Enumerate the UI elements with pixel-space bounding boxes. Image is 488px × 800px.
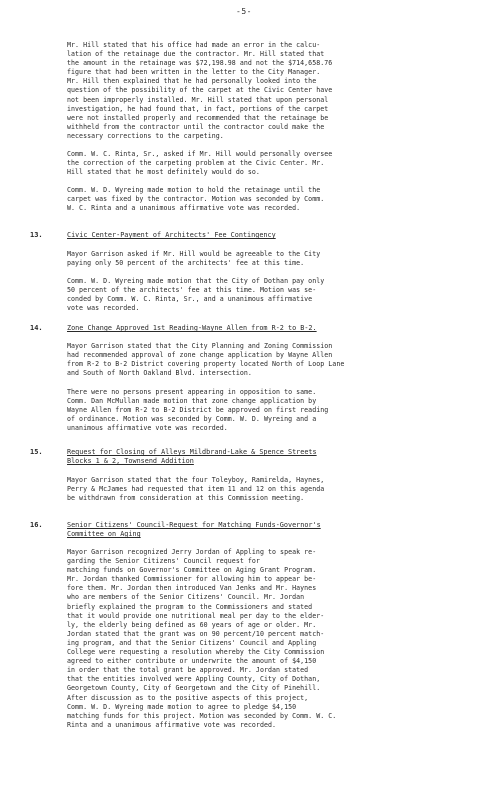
text-line: who are members of the Senior Citizens' Council. Mr. Jordan xyxy=(67,593,305,602)
text-line: Comm. W. D. Wyreing made motion that the City of Dothan pay only xyxy=(67,277,325,285)
text-line: briefly explained the program to the Commissioners and stated xyxy=(67,602,313,611)
text-line: Mayor Garrison stated that the four Toleyboy, Ramirelda, Haynes, xyxy=(67,476,325,484)
item-heading-16: Senior Citizens' Council-Request for Matching Funds-Governor's Committee on Aging xyxy=(67,521,321,538)
paragraph-senior-citizens-request xyxy=(67,548,336,730)
text-line: Georgetown County, City of Georgetown and the City of Pinehill. xyxy=(67,684,321,693)
text-line: Comm. W. D. Wyreing made motion to agree to pledge $4,150 xyxy=(67,702,297,711)
text-line: Mayor Garrison recognized Jerry Jordan of Appling to speak re- xyxy=(67,548,317,556)
text-line: garding the Senior Citizens' Council request for xyxy=(67,557,260,566)
text-line: Wayne Allen from R-2 to B-2 District be approved on first reading xyxy=(67,406,329,415)
text-line: not been improperly installed. Mr. Hill stated that upon personal xyxy=(67,95,329,104)
text-line: College were requesting a resolution whereby the City Commission xyxy=(67,648,325,657)
text-line: Perry & McJames had requested that item 11 and 12 on this agenda xyxy=(67,485,325,494)
text-line: question of the possibility of the carpet at the Civic Center have xyxy=(67,86,333,95)
text-line: from R-2 to B-2 District covering property located North of Loop Lane xyxy=(67,360,345,369)
paragraph-zone-change-motion xyxy=(67,388,328,433)
paragraph-zone-change-recommendation xyxy=(67,342,344,378)
text-line: Mayor Garrison asked if Mr. Hill would be agreeable to the City xyxy=(67,250,321,258)
text-line: paying only 50 percent of the architects' fee at this time. xyxy=(67,259,305,268)
text-line: After discussion as to the positive aspects of this project, xyxy=(67,693,309,702)
text-line: matching funds on Governor's Committee on Aging Grant Program. xyxy=(67,566,317,575)
text-line: vote was recorded. xyxy=(67,304,140,313)
paragraph-retainage-motion xyxy=(67,186,324,213)
text-line: matching funds for this project. Motion was seconded by Comm. W. C. xyxy=(67,711,337,720)
text-line: investigation, he had found that, in fact, portions of the carpet xyxy=(67,104,329,113)
text-line: Comm. Dan McMullan made motion that zone change application by xyxy=(67,397,317,406)
text-line: carpet was fixed by the contractor. Motion was seconded by Comm. xyxy=(67,195,325,204)
text-line: had recommended approval of zone change application by Wayne Allen xyxy=(67,351,333,360)
text-line: unanimous affirmative vote was recorded. xyxy=(67,424,228,433)
item-number-14: 14. xyxy=(30,324,43,332)
text-line: ing program, and that the Senior Citizens' Council and Appling xyxy=(67,638,317,647)
page-number: -5- xyxy=(236,7,252,16)
text-line: Rinta and a unanimous affirmative vote was recorded. xyxy=(67,720,277,729)
paragraph-architect-fee-motion xyxy=(67,277,324,313)
text-line: lation of the retainage due the contractor. Mr. Hill stated that xyxy=(67,50,325,59)
text-line: conded by Comm. W. C. Rinta, Sr., and a unanimous affirmative xyxy=(67,295,313,304)
text-line: W. C. Rinta and a unanimous affirmative vote was recorded. xyxy=(67,204,301,213)
text-line: that it would provide one nutritional meal per day to the elder- xyxy=(67,611,325,620)
text-line: agreed to either contribute or underwrite the amount of $4,150 xyxy=(67,657,317,666)
text-line: figure that had been written in the letter to the City Manager. xyxy=(67,68,321,77)
text-line: in order that the total grant be approved. Mr. Jordan stated xyxy=(67,666,309,675)
text-line: and South of North Oakland Blvd. intersection. xyxy=(67,369,252,378)
item-heading-13: Civic Center-Payment of Architects' Fee Contingency xyxy=(67,231,276,239)
paragraph-carpet-retainage xyxy=(67,41,332,141)
text-line: Hill stated that he most definitely would do so. xyxy=(67,168,260,177)
paragraph-architect-fee-question xyxy=(67,250,320,268)
item-number-13: 13. xyxy=(30,231,43,239)
text-line: necessary corrections to the carpeting. xyxy=(67,131,224,140)
text-line: the amount in the retainage was $72,198.98 and not the $714,658.76 xyxy=(67,59,333,68)
paragraph-rinta-question xyxy=(67,150,332,177)
text-line: Mr. Hill then explained that he had personally looked into the xyxy=(67,77,317,86)
text-line: were not installed properly and recommended that the retainage be xyxy=(67,113,329,122)
item-heading-15: Request for Closing of Alleys Mildbrand-Lake & Spence Streets Blocks 1 & 2, Townsend Addition xyxy=(67,448,317,465)
text-line: the correction of the carpeting problem at the Civic Center. Mr. xyxy=(67,159,325,168)
text-line: Comm. W. D. Wyreing made motion to hold the retainage until the xyxy=(67,186,321,194)
text-line: Jordan stated that the grant was on 90 percent/10 percent match- xyxy=(67,629,325,638)
text-line: be withdrawn from consideration at this Commission meeting. xyxy=(67,494,305,503)
item-heading-14: Zone Change Approved 1st Reading-Wayne Allen from R-2 to B-2. xyxy=(67,324,317,332)
text-line: that the entities involved were Appling County, City of Dothan, xyxy=(67,675,321,684)
text-line: There were no persons present appearing in opposition to same. xyxy=(67,388,317,396)
paragraph-alley-closing-withdrawn xyxy=(67,476,324,503)
item-number-15: 15. xyxy=(30,448,43,456)
item-number-16: 16. xyxy=(30,521,43,529)
text-line: Comm. W. C. Rinta, Sr., asked if Mr. Hill would personally oversee xyxy=(67,150,333,158)
text-line: withheld from the contractor until the contractor could make the xyxy=(67,122,325,131)
text-line: of ordinance. Motion was seconded by Comm. W. D. Wyreing and a xyxy=(67,415,317,424)
text-line: ly, the elderly being defined as 60 years of age or older. Mr. xyxy=(67,620,317,629)
text-line: Mr. Hill stated that his office had made an error in the calcu- xyxy=(67,41,321,49)
text-line: Mayor Garrison stated that the City Planning and Zoning Commission xyxy=(67,342,333,350)
text-line: 50 percent of the architects' fee at this time. Motion was se- xyxy=(67,286,317,295)
text-line: Mr. Jordan thanked Commissioner for allowing him to appear be- xyxy=(67,575,317,584)
text-line: fore them. Mr. Jordan then introduced Van Jenks and Mr. Haynes xyxy=(67,584,317,593)
